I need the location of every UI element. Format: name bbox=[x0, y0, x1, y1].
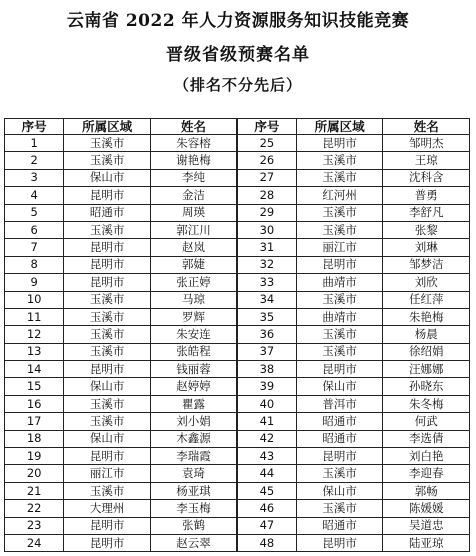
cell-serial-left: 20 bbox=[5, 465, 64, 482]
cell-name-left: 刘小娟 bbox=[150, 413, 237, 430]
cell-name-right: 邹明杰 bbox=[383, 135, 470, 152]
table-row bbox=[5, 152, 470, 169]
table-row bbox=[5, 482, 470, 499]
cell-serial-left: 4 bbox=[5, 187, 64, 204]
cell-serial-left: 22 bbox=[5, 500, 64, 517]
cell-region-left: 昆明市 bbox=[64, 448, 151, 465]
header-serial-right: 序号 bbox=[237, 119, 296, 135]
cell-name-left: 李纯 bbox=[150, 169, 237, 186]
cell-region-left: 昭通市 bbox=[64, 204, 151, 221]
table-row bbox=[5, 517, 470, 534]
cell-serial-left: 24 bbox=[5, 534, 64, 551]
cell-serial-right: 42 bbox=[237, 430, 296, 447]
table-row bbox=[5, 395, 470, 412]
cell-name-right: 何武 bbox=[383, 413, 470, 430]
cell-serial-left: 9 bbox=[5, 274, 64, 291]
cell-name-right: 刘欣 bbox=[383, 274, 470, 291]
cell-region-left: 玉溪市 bbox=[64, 482, 151, 499]
cell-region-right: 保山市 bbox=[296, 482, 383, 499]
cell-region-right: 曲靖市 bbox=[296, 308, 383, 325]
cell-serial-right: 45 bbox=[237, 482, 296, 499]
cell-region-right: 红河州 bbox=[296, 187, 383, 204]
cell-serial-right: 47 bbox=[237, 517, 296, 534]
table-row bbox=[5, 534, 470, 551]
cell-name-left: 钱丽蓉 bbox=[150, 361, 237, 378]
cell-region-left: 丽江市 bbox=[64, 465, 151, 482]
cell-name-right: 普勇 bbox=[383, 187, 470, 204]
cell-serial-right: 33 bbox=[237, 274, 296, 291]
cell-name-right: 朱冬梅 bbox=[383, 395, 470, 412]
cell-name-right: 李选倩 bbox=[383, 430, 470, 447]
cell-region-left: 昆明市 bbox=[64, 361, 151, 378]
cell-name-right: 邹梦洁 bbox=[383, 256, 470, 273]
cell-serial-right: 36 bbox=[237, 326, 296, 343]
cell-region-right: 昭通市 bbox=[296, 517, 383, 534]
cell-name-left: 袁琦 bbox=[150, 465, 237, 482]
cell-serial-left: 10 bbox=[5, 291, 64, 308]
cell-serial-right: 35 bbox=[237, 308, 296, 325]
cell-serial-left: 12 bbox=[5, 326, 64, 343]
cell-serial-right: 31 bbox=[237, 239, 296, 256]
cell-name-left: 罗辉 bbox=[150, 308, 237, 325]
cell-name-left: 李玉梅 bbox=[150, 500, 237, 517]
cell-serial-left: 19 bbox=[5, 448, 64, 465]
cell-serial-left: 14 bbox=[5, 361, 64, 378]
cell-serial-right: 48 bbox=[237, 534, 296, 551]
cell-name-left: 杨亚琪 bbox=[150, 482, 237, 499]
table-row bbox=[5, 135, 470, 152]
cell-region-left: 玉溪市 bbox=[64, 291, 151, 308]
cell-region-left: 玉溪市 bbox=[64, 152, 151, 169]
cell-region-left: 玉溪市 bbox=[64, 413, 151, 430]
cell-serial-right: 38 bbox=[237, 361, 296, 378]
cell-region-right: 丽江市 bbox=[296, 239, 383, 256]
cell-name-left: 赵婷婷 bbox=[150, 378, 237, 395]
cell-region-right: 昆明市 bbox=[296, 448, 383, 465]
cell-name-left: 朱容榕 bbox=[150, 135, 237, 152]
cell-serial-left: 17 bbox=[5, 413, 64, 430]
cell-serial-right: 40 bbox=[237, 395, 296, 412]
cell-region-left: 昆明市 bbox=[64, 517, 151, 534]
cell-region-left: 保山市 bbox=[64, 430, 151, 447]
cell-name-left: 李瑞霞 bbox=[150, 448, 237, 465]
cell-region-left: 保山市 bbox=[64, 378, 151, 395]
cell-region-left: 昆明市 bbox=[64, 274, 151, 291]
table-row bbox=[5, 465, 470, 482]
cell-serial-left: 8 bbox=[5, 256, 64, 273]
table-row bbox=[5, 204, 470, 221]
cell-name-right: 杨晨 bbox=[383, 326, 470, 343]
cell-serial-right: 28 bbox=[237, 187, 296, 204]
cell-name-left: 谢艳梅 bbox=[150, 152, 237, 169]
table-row bbox=[5, 256, 470, 273]
cell-name-left: 朱安连 bbox=[150, 326, 237, 343]
cell-region-right: 玉溪市 bbox=[296, 291, 383, 308]
cell-serial-left: 23 bbox=[5, 517, 64, 534]
table-row bbox=[5, 221, 470, 238]
document-subtitle: 晋级省级预赛名单 bbox=[166, 45, 310, 65]
cell-serial-right: 34 bbox=[237, 291, 296, 308]
cell-region-left: 大理州 bbox=[64, 500, 151, 517]
cell-region-right: 玉溪市 bbox=[296, 152, 383, 169]
cell-serial-right: 39 bbox=[237, 378, 296, 395]
table-row bbox=[5, 274, 470, 291]
cell-region-right: 昆明市 bbox=[296, 256, 383, 273]
cell-name-right: 李迎春 bbox=[383, 465, 470, 482]
cell-name-left: 张鹤 bbox=[150, 517, 237, 534]
header-name-left: 姓名 bbox=[150, 119, 237, 135]
cell-serial-left: 2 bbox=[5, 152, 64, 169]
cell-serial-left: 7 bbox=[5, 239, 64, 256]
cell-region-right: 昭通市 bbox=[296, 430, 383, 447]
cell-region-right: 玉溪市 bbox=[296, 465, 383, 482]
table-row bbox=[5, 291, 470, 308]
cell-serial-right: 25 bbox=[237, 135, 296, 152]
cell-serial-left: 13 bbox=[5, 343, 64, 360]
cell-name-left: 郭江川 bbox=[150, 221, 237, 238]
cell-name-left: 张正婷 bbox=[150, 274, 237, 291]
cell-name-right: 朱艳梅 bbox=[383, 308, 470, 325]
cell-name-right: 张黎 bbox=[383, 221, 470, 238]
cell-serial-right: 41 bbox=[237, 413, 296, 430]
cell-name-right: 汪娜娜 bbox=[383, 361, 470, 378]
cell-name-right: 陆亚琼 bbox=[383, 534, 470, 551]
cell-region-left: 玉溪市 bbox=[64, 395, 151, 412]
cell-name-right: 孙晓东 bbox=[383, 378, 470, 395]
table-row bbox=[5, 326, 470, 343]
cell-serial-right: 26 bbox=[237, 152, 296, 169]
cell-name-right: 吴道忠 bbox=[383, 517, 470, 534]
table-row bbox=[5, 308, 470, 325]
cell-region-left: 玉溪市 bbox=[64, 308, 151, 325]
cell-serial-right: 44 bbox=[237, 465, 296, 482]
table-row bbox=[5, 430, 470, 447]
header-serial-left: 序号 bbox=[5, 119, 64, 135]
cell-region-right: 玉溪市 bbox=[296, 221, 383, 238]
cell-name-left: 周瑛 bbox=[150, 204, 237, 221]
header-region-right: 所属区域 bbox=[296, 119, 383, 135]
cell-region-left: 昆明市 bbox=[64, 187, 151, 204]
cell-region-left: 玉溪市 bbox=[64, 326, 151, 343]
cell-serial-right: 27 bbox=[237, 169, 296, 186]
cell-name-left: 郭婕 bbox=[150, 256, 237, 273]
cell-serial-left: 1 bbox=[5, 135, 64, 152]
ordering-note: （排名不分先后） bbox=[173, 76, 302, 94]
cell-serial-right: 37 bbox=[237, 343, 296, 360]
cell-region-right: 昆明市 bbox=[296, 135, 383, 152]
cell-region-left: 昆明市 bbox=[64, 534, 151, 551]
cell-serial-left: 16 bbox=[5, 395, 64, 412]
table-row bbox=[5, 378, 470, 395]
cell-region-left: 昆明市 bbox=[64, 256, 151, 273]
header-region-left: 所属区域 bbox=[64, 119, 151, 135]
table-row bbox=[5, 187, 470, 204]
cell-name-left: 张皓程 bbox=[150, 343, 237, 360]
table-row bbox=[5, 361, 470, 378]
cell-name-left: 赵岚 bbox=[150, 239, 237, 256]
cell-serial-left: 6 bbox=[5, 221, 64, 238]
cell-region-right: 昆明市 bbox=[296, 534, 383, 551]
cell-region-right: 曲靖市 bbox=[296, 274, 383, 291]
table-row bbox=[5, 500, 470, 517]
cell-serial-left: 11 bbox=[5, 308, 64, 325]
table-header-row bbox=[5, 119, 470, 135]
table-body bbox=[5, 135, 470, 552]
cell-region-left: 玉溪市 bbox=[64, 343, 151, 360]
cell-region-left: 玉溪市 bbox=[64, 135, 151, 152]
cell-name-right: 李舒凡 bbox=[383, 204, 470, 221]
cell-region-right: 玉溪市 bbox=[296, 343, 383, 360]
cell-region-right: 玉溪市 bbox=[296, 500, 383, 517]
cell-serial-left: 3 bbox=[5, 169, 64, 186]
cell-serial-right: 46 bbox=[237, 500, 296, 517]
header-name-right: 姓名 bbox=[383, 119, 470, 135]
table-row bbox=[5, 413, 470, 430]
cell-region-right: 保山市 bbox=[296, 378, 383, 395]
cell-name-right: 刘琳 bbox=[383, 239, 470, 256]
cell-region-right: 玉溪市 bbox=[296, 326, 383, 343]
cell-serial-right: 29 bbox=[237, 204, 296, 221]
cell-name-left: 木鑫源 bbox=[150, 430, 237, 447]
cell-serial-left: 5 bbox=[5, 204, 64, 221]
cell-name-right: 郭畅 bbox=[383, 482, 470, 499]
cell-name-left: 马琼 bbox=[150, 291, 237, 308]
table-row bbox=[5, 448, 470, 465]
cell-name-right: 刘白艳 bbox=[383, 448, 470, 465]
cell-region-right: 昆明市 bbox=[296, 361, 383, 378]
table-row bbox=[5, 239, 470, 256]
table-row bbox=[5, 343, 470, 360]
cell-serial-right: 30 bbox=[237, 221, 296, 238]
cell-name-right: 徐绍娟 bbox=[383, 343, 470, 360]
cell-serial-right: 32 bbox=[237, 256, 296, 273]
contestant-table bbox=[4, 118, 470, 552]
cell-region-right: 普洱市 bbox=[296, 395, 383, 412]
cell-name-left: 金洁 bbox=[150, 187, 237, 204]
cell-serial-left: 18 bbox=[5, 430, 64, 447]
cell-name-right: 沈科含 bbox=[383, 169, 470, 186]
cell-name-right: 陈媛媛 bbox=[383, 500, 470, 517]
cell-region-right: 玉溪市 bbox=[296, 169, 383, 186]
document-title: 云南省 2022 年人力资源服务知识技能竞赛 bbox=[66, 11, 410, 31]
cell-region-left: 玉溪市 bbox=[64, 221, 151, 238]
cell-region-left: 保山市 bbox=[64, 169, 151, 186]
cell-name-left: 瞿露 bbox=[150, 395, 237, 412]
cell-region-left: 昆明市 bbox=[64, 239, 151, 256]
cell-name-right: 任红萍 bbox=[383, 291, 470, 308]
cell-name-left: 赵云翠 bbox=[150, 534, 237, 551]
table-row bbox=[5, 169, 470, 186]
cell-serial-right: 43 bbox=[237, 448, 296, 465]
cell-serial-left: 21 bbox=[5, 482, 64, 499]
cell-region-right: 玉溪市 bbox=[296, 204, 383, 221]
cell-name-right: 王琼 bbox=[383, 152, 470, 169]
cell-region-right: 昭通市 bbox=[296, 413, 383, 430]
cell-serial-left: 15 bbox=[5, 378, 64, 395]
